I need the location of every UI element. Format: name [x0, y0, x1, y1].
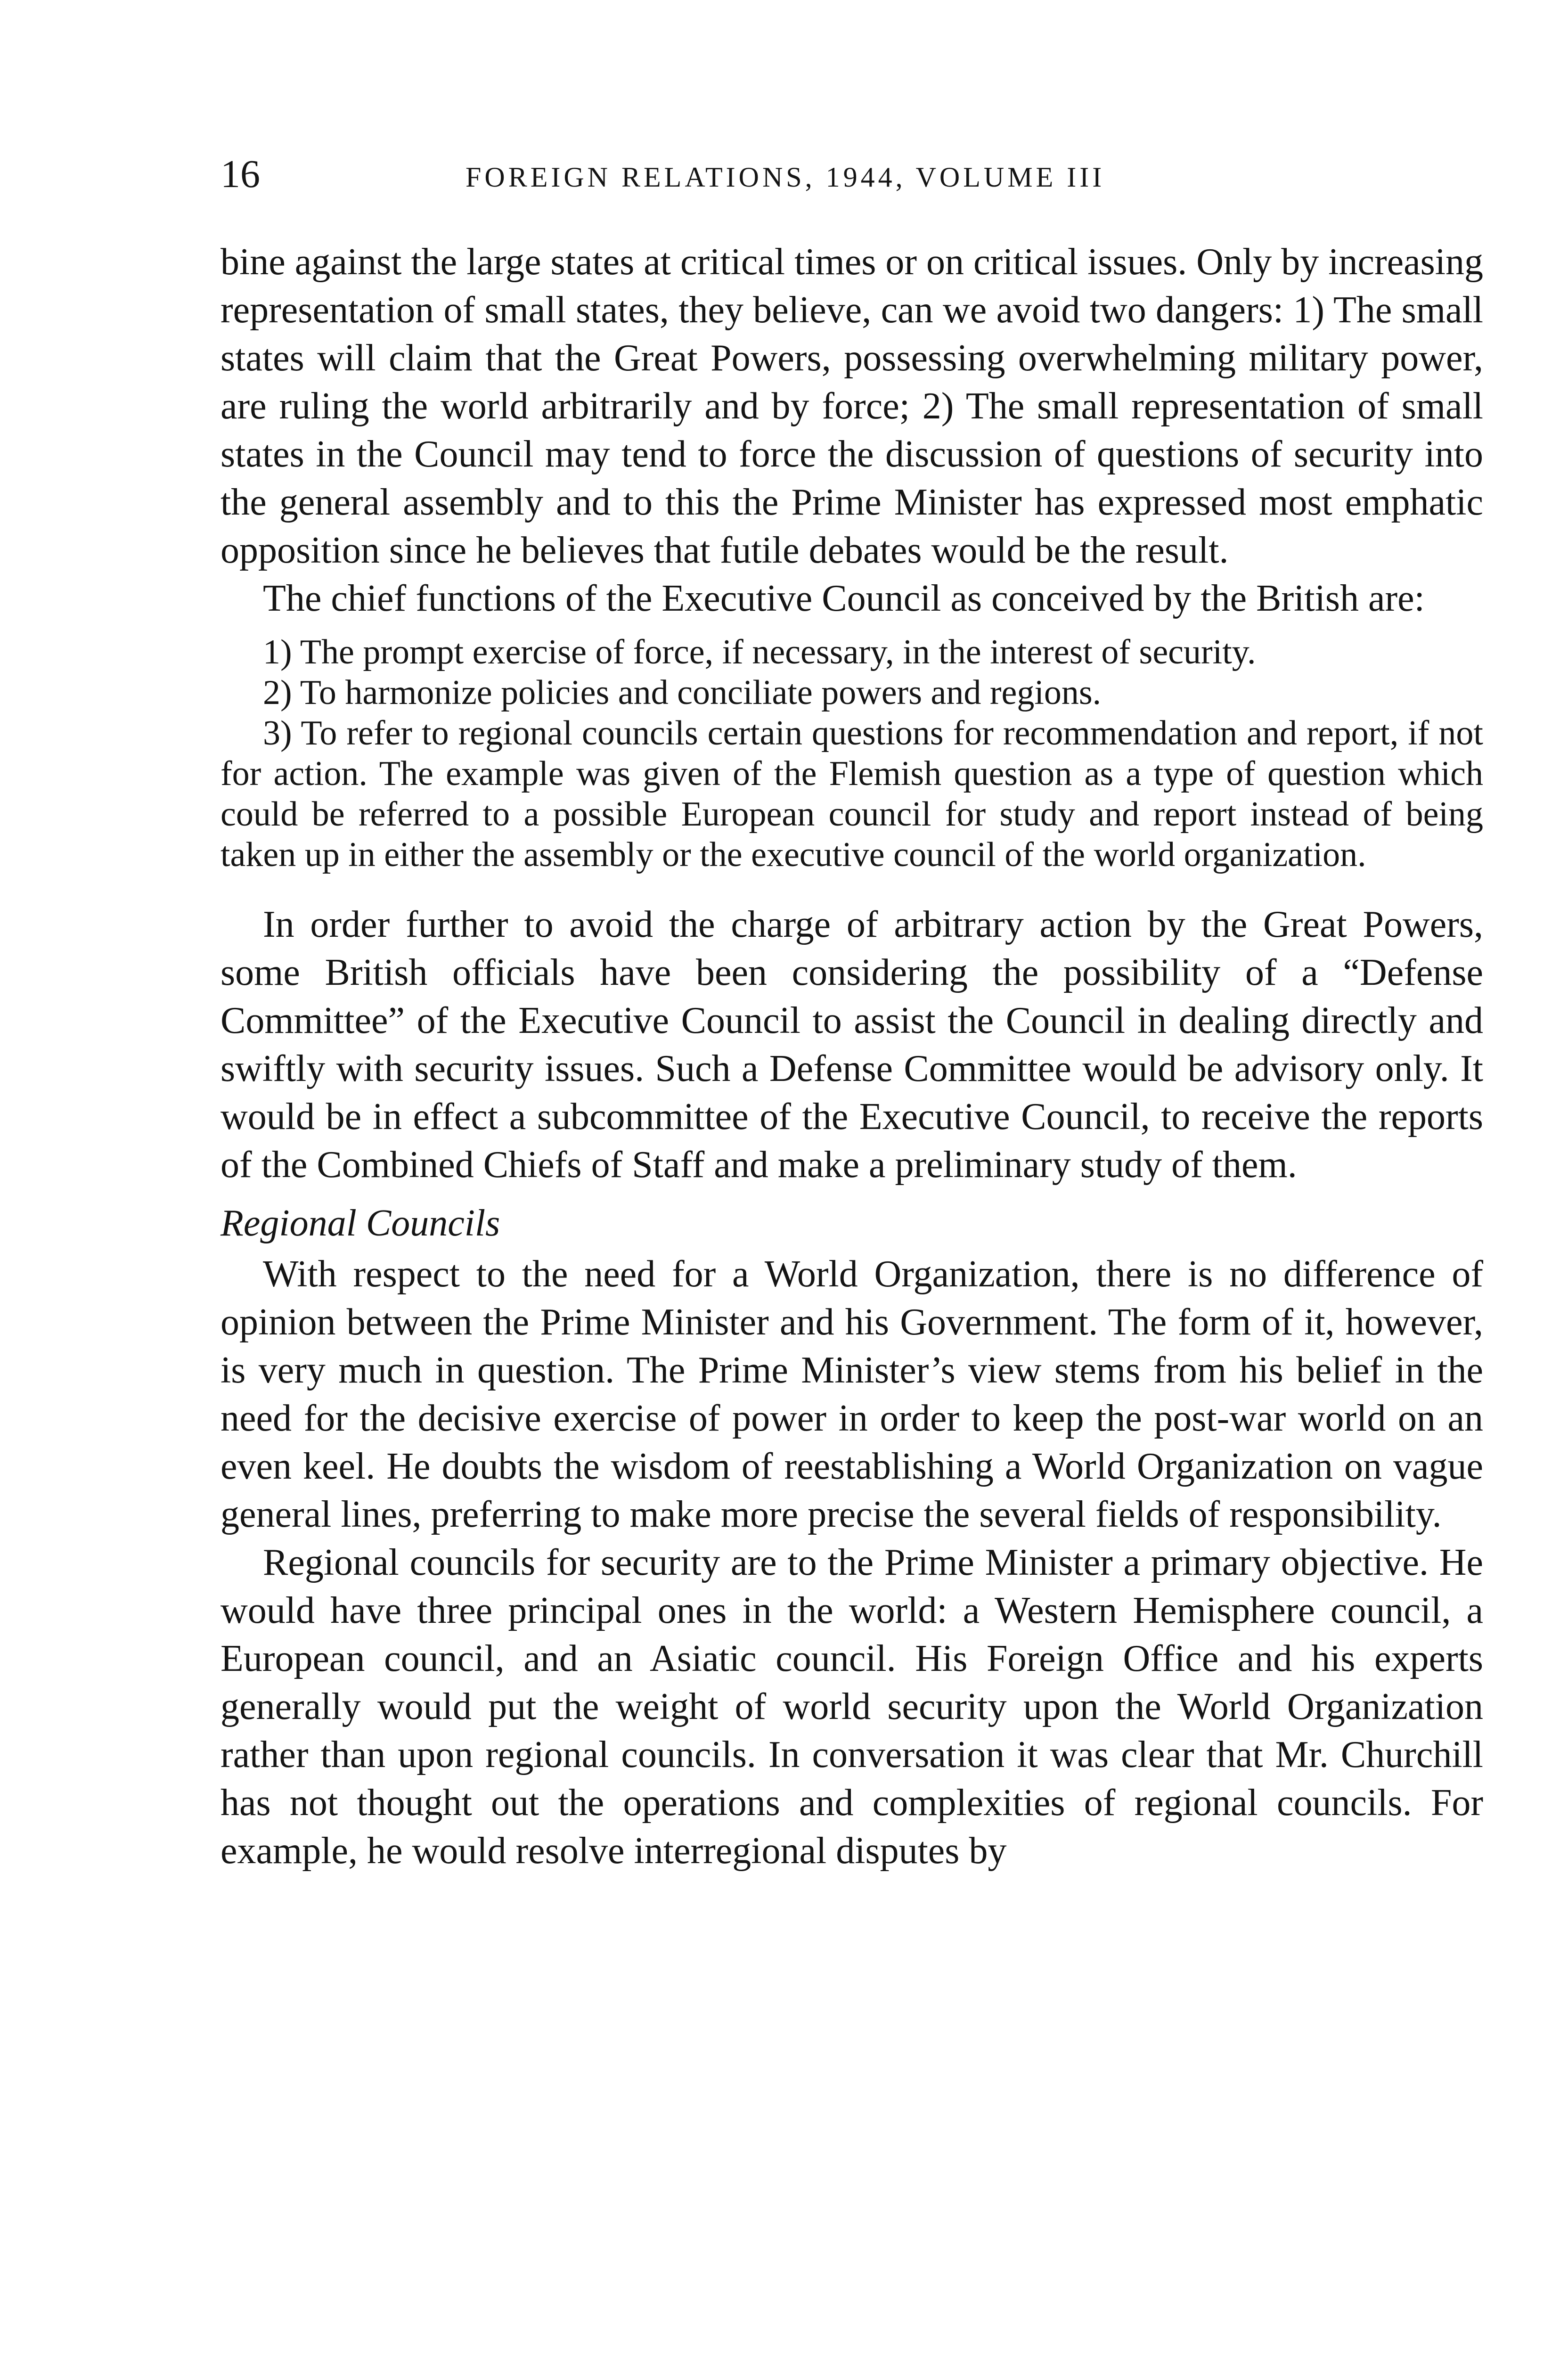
- page-header: [220, 151, 1483, 198]
- paragraph-world-organization: With respect to the need for a World Organization, there is no difference of opinion between the Prime Minister and his Government. The form of it, however, is very much in question. The Prime Minister’s view stems from his belief in the need for the decisive exercise of power in order to keep the post-war world on an even keel. He doubts the wisdom of reestablishing a World Organization on vague general lines, preferring to make more precise the several fields of responsibility.: [220, 1253, 1483, 1535]
- body-text: [220, 238, 1483, 1875]
- list-item: 1) The prompt exercise of force, if necessary, in the interest of security.: [263, 633, 1256, 671]
- running-head: FOREIGN RELATIONS, 1944, VOLUME III: [466, 162, 1105, 193]
- list-item: 3) To refer to regional councils certain questions for recommendation and report, if not for action. The example was given of the Flemish question as a type of question which could be referred to a possible European council for study and report instead of being taken up in either the assembly or the executive council of the world organization.: [220, 714, 1483, 874]
- paragraph-defense-committee: In order further to avoid the charge of arbitrary action by the Great Powers, some British officials have been considering the possibility of a “Defense Committee” of the Executive Council to assist the Council in dealing directly and swiftly with security issues. Such a Defense Committee would be advisory only. It would be in effect a subcommittee of the Executive Council, to receive the reports of the Combined Chiefs of Staff and make a preliminary study of them.: [220, 904, 1483, 1186]
- page-number: 16: [220, 152, 260, 196]
- paragraph-continuation: bine against the large states at critical times or on critical issues. Only by increasing representation of small states, they believe, can we avoid two dangers: 1) The small states will claim that the Great Powers, possessing overwhelming military power, are ruling the world arbitrarily and by force; 2) The small representation of small states in the Council may tend to force the discussion of questions of security into the general assembly and to this the Prime Minister has expressed most emphatic opposition since he believes that futile debates would be the result.: [220, 241, 1483, 571]
- paragraph-executive-council-functions: The chief functions of the Executive Council as conceived by the British are:: [263, 578, 1425, 619]
- list-item: 2) To harmonize policies and conciliate powers and regions.: [263, 673, 1102, 712]
- functions-list: [220, 632, 1483, 875]
- paragraph-regional-councils: Regional councils for security are to the Prime Minister a primary objective. He would have three principal ones in the world: a Western Hemisphere council, a European council, and an Asiatic council. His Foreign Office and his experts generally would put the weight of world security upon the World Organization rather than upon regional councils. In conversation it was clear that Mr. Churchill has not thought out the operations and complexities of regional councils. For example, he would resolve interregional disputes by: [220, 1542, 1483, 1872]
- section-heading-regional-councils: Regional Councils: [220, 1203, 500, 1244]
